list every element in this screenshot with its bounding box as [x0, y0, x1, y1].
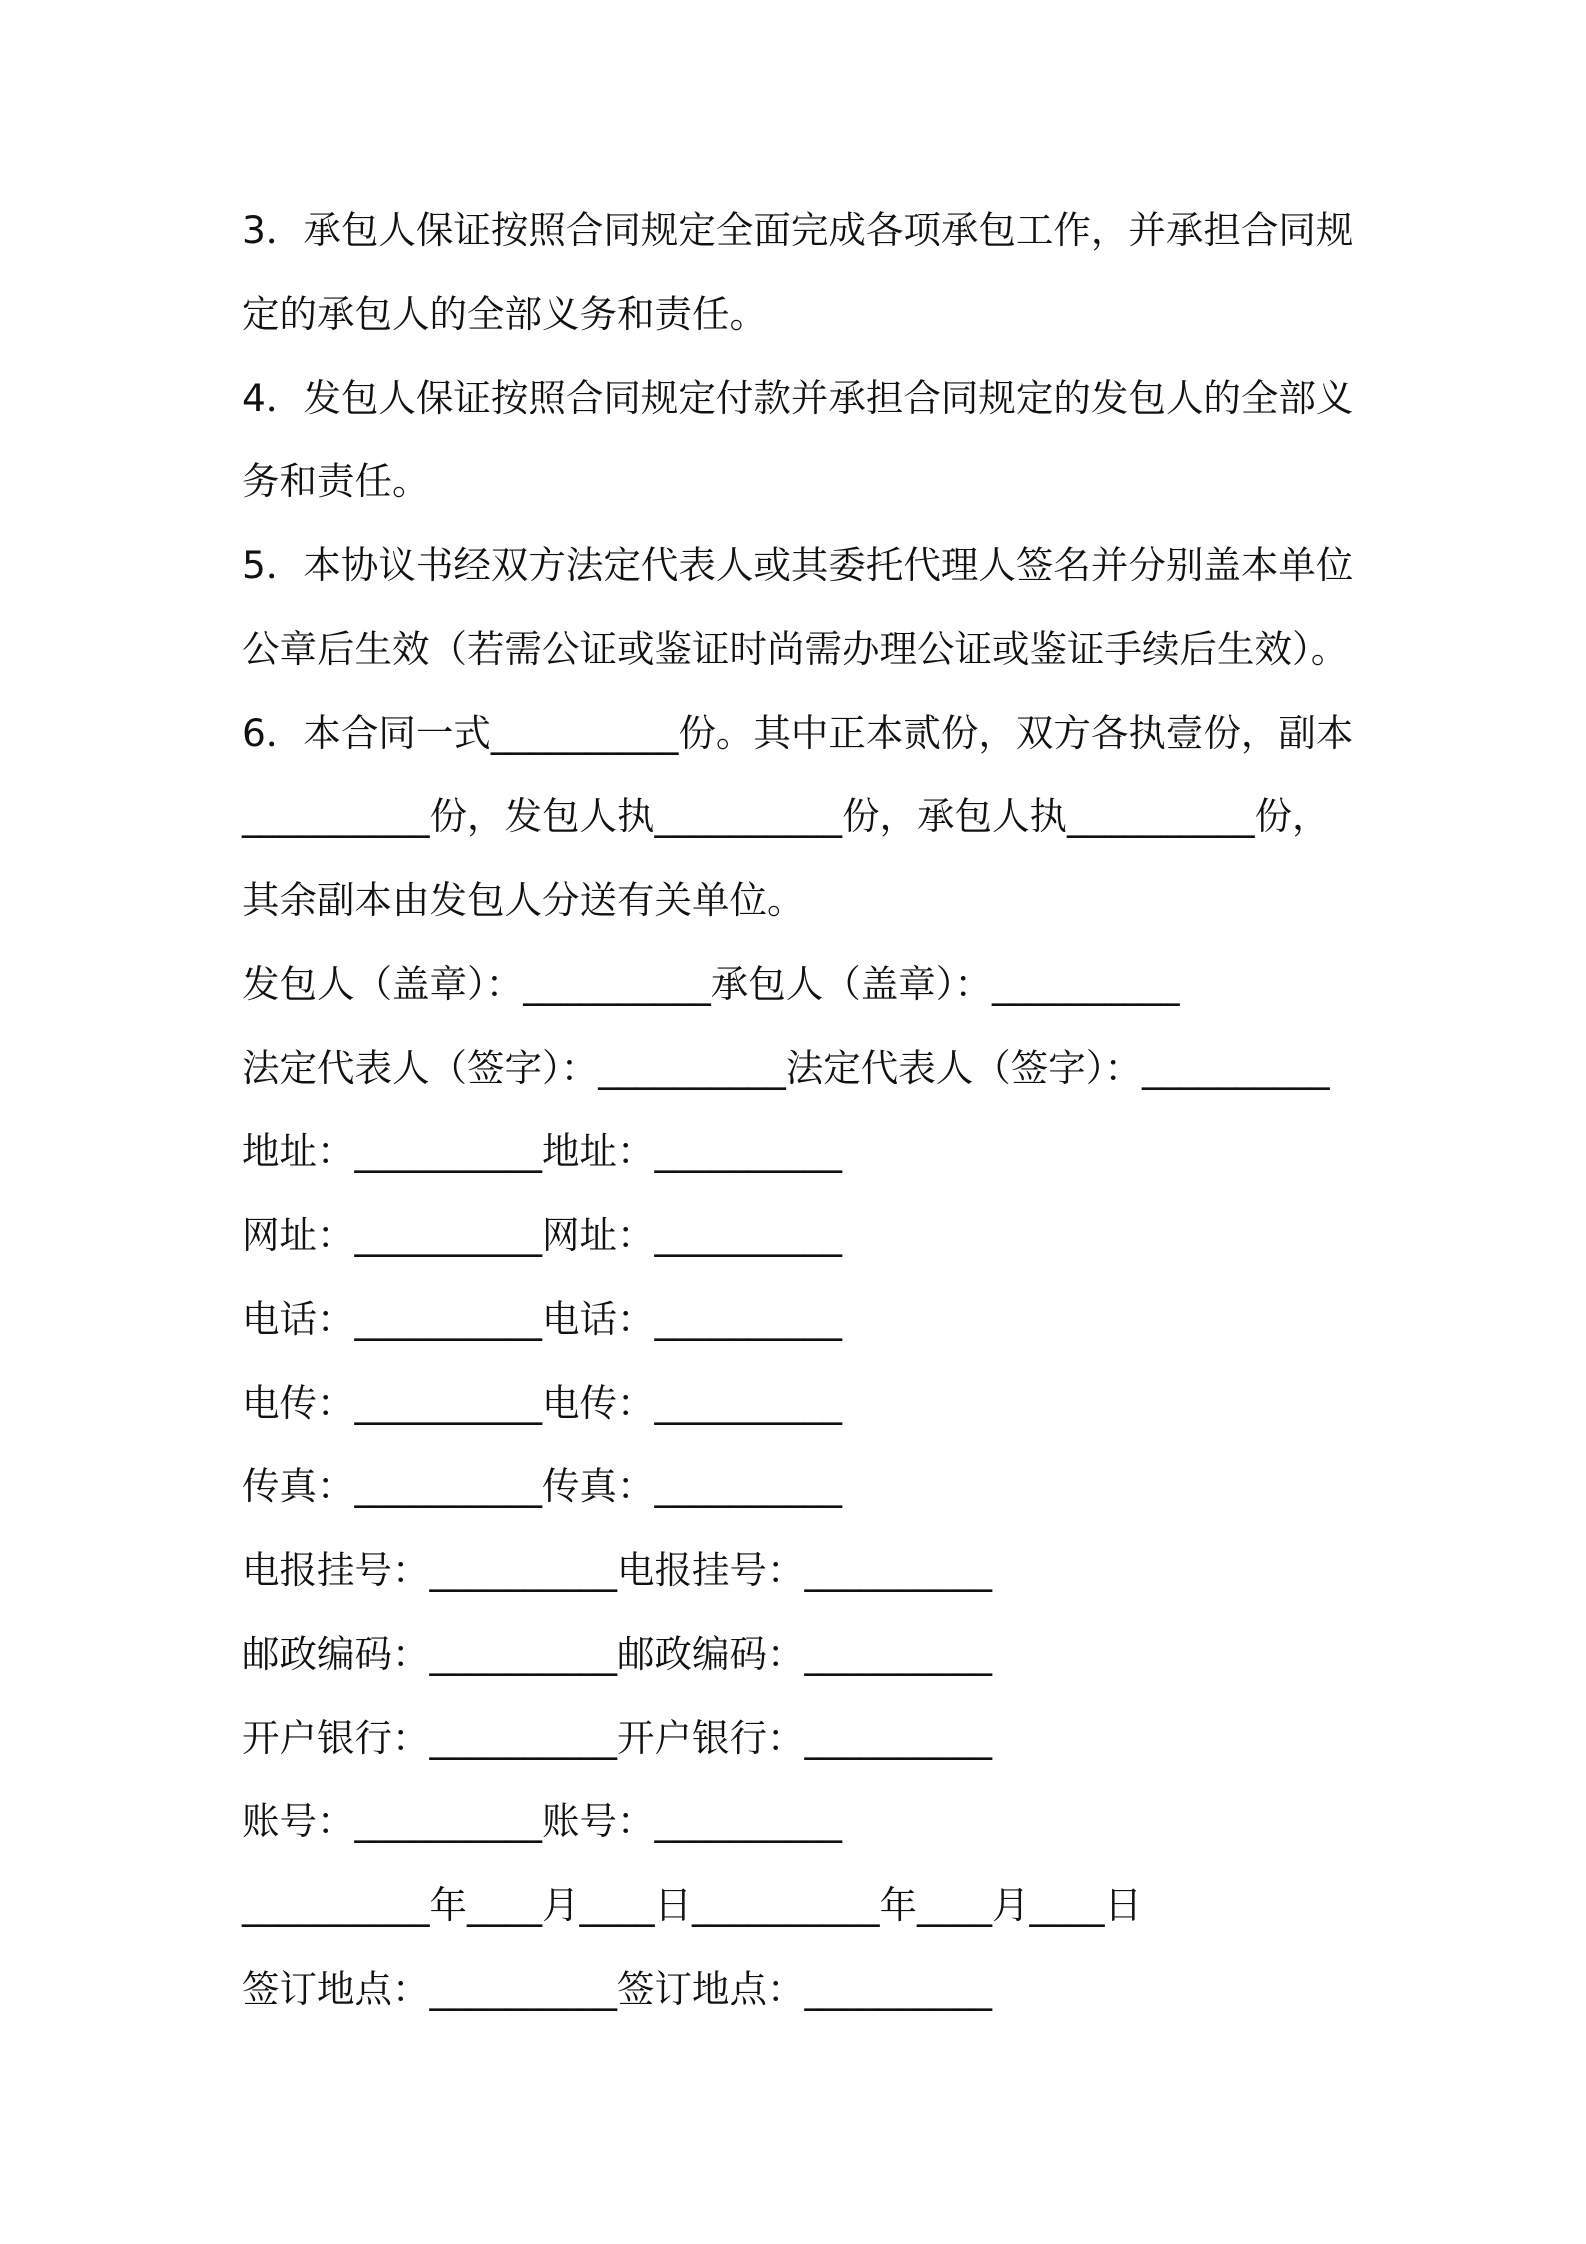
party-a-blank: __________: [354, 1380, 542, 1425]
party-b-blank: __________: [804, 1631, 992, 1676]
party-a-label: 网址：: [242, 1213, 355, 1257]
party-a-label: 电话：: [242, 1296, 355, 1341]
signature-row-seal: [242, 943, 1462, 1027]
party-a-blank: __________: [429, 1631, 617, 1676]
party-a-label: 电报挂号：: [242, 1548, 430, 1592]
party-a-blank: __________: [429, 1548, 617, 1592]
party-b-label: 开户银行：: [617, 1715, 805, 1760]
party-a-blank: __________: [523, 961, 711, 1006]
party-b-blank: __________: [1142, 1045, 1330, 1090]
party-a-blank: __________: [354, 1213, 542, 1257]
clause-6: [242, 692, 1462, 943]
party-b-blank: __________: [654, 1380, 842, 1425]
party-b-blank: __________: [654, 1799, 842, 1844]
day-label: 日: [654, 1883, 692, 1927]
contract-body: [242, 189, 1462, 2032]
party-b-blank: __________: [804, 1966, 992, 2011]
signature-row-legal-rep: [242, 1027, 1462, 1111]
party-b-label: 电话：: [542, 1296, 655, 1341]
signature-row-account: [242, 1780, 1462, 1864]
party-a-year-blank: __________: [242, 1883, 430, 1927]
day-label: 日: [1104, 1883, 1142, 1927]
party-b-label: 账号：: [542, 1799, 655, 1844]
party-b-year-blank: __________: [692, 1883, 880, 1927]
clause-5: [242, 524, 1462, 692]
clause-line: 5．本协议书经双方法定代表人或其委托代理人签名并分别盖本单位: [242, 543, 1354, 587]
signature-row-address: [242, 1110, 1462, 1194]
party-a-blank: __________: [354, 1464, 542, 1509]
clause-line: 公章后生效（若需公证或鉴证时尚需办理公证或鉴证手续后生效）。: [242, 626, 1349, 671]
party-a-month-blank: ____: [467, 1883, 542, 1927]
signing-place-row: [242, 1948, 1462, 2032]
party-a-label: 法定代表人（签字）：: [242, 1045, 599, 1090]
party-b-blank: __________: [654, 1296, 842, 1341]
signature-row-fax: [242, 1445, 1462, 1529]
party-a-label: 签订地点：: [242, 1966, 430, 2011]
party-b-label: 地址：: [542, 1129, 655, 1174]
party-b-blank: __________: [654, 1129, 842, 1174]
party-b-label: 法定代表人（签字）：: [785, 1045, 1142, 1090]
signature-row-phone: [242, 1278, 1462, 1362]
party-b-blank: __________: [804, 1548, 992, 1592]
party-b-blank: __________: [992, 961, 1180, 1006]
party-b-blank: __________: [654, 1464, 842, 1509]
clause-line: 务和责任。: [242, 459, 430, 504]
party-a-label: 传真：: [242, 1464, 355, 1509]
signature-block: [242, 943, 1462, 2032]
party-b-blank: __________: [804, 1715, 992, 1760]
signature-row-bank: [242, 1697, 1462, 1781]
clause-line: 3．承包人保证按照合同规定全面完成各项承包工作，并承担合同规: [242, 208, 1354, 252]
party-b-label: 邮政编码：: [617, 1631, 805, 1676]
party-a-blank: __________: [354, 1296, 542, 1341]
party-a-label: 发包人（盖章）：: [242, 961, 524, 1006]
party-b-label: 承包人（盖章）：: [710, 961, 992, 1006]
signing-date-row: [242, 1864, 1462, 1948]
signature-row-telex: [242, 1362, 1462, 1446]
signature-row-postal-code: [242, 1613, 1462, 1697]
clause-4: [242, 357, 1462, 525]
signature-row-website: [242, 1194, 1462, 1278]
party-b-label: 传真：: [542, 1464, 655, 1509]
month-label: 月: [992, 1883, 1030, 1927]
party-a-blank: __________: [354, 1129, 542, 1174]
party-a-blank: __________: [429, 1966, 617, 2011]
party-a-label: 电传：: [242, 1380, 355, 1425]
month-label: 月: [542, 1883, 580, 1927]
party-a-label: 开户银行：: [242, 1715, 430, 1760]
party-b-label: 电报挂号：: [617, 1548, 805, 1592]
party-a-blank: __________: [598, 1045, 786, 1090]
year-label: 年: [429, 1883, 467, 1927]
clause-line: __________份，发包人执__________份，承包人执__________份，: [242, 794, 1330, 839]
party-a-label: 地址：: [242, 1129, 355, 1174]
clause-line: 6．本合同一式__________份。其中正本贰份，双方各执壹份，副本: [242, 710, 1354, 755]
signature-row-telegraph-code: [242, 1529, 1462, 1613]
party-b-label: 网址：: [542, 1213, 655, 1257]
party-b-blank: __________: [654, 1213, 842, 1257]
party-a-blank: __________: [429, 1715, 617, 1760]
year-label: 年: [879, 1883, 917, 1927]
clause-line: 定的承包人的全部义务和责任。: [242, 291, 767, 336]
party-b-month-blank: ____: [917, 1883, 992, 1927]
party-a-day-blank: ____: [579, 1883, 655, 1927]
party-a-blank: __________: [354, 1799, 542, 1844]
clause-3: [242, 189, 1462, 357]
clause-line: 4．发包人保证按照合同规定付款并承担合同规定的发包人的全部义: [242, 375, 1354, 420]
party-a-label: 邮政编码：: [242, 1631, 430, 1676]
clause-line: 其余副本由发包人分送有关单位。: [242, 878, 805, 922]
party-b-label: 签订地点：: [617, 1966, 805, 2011]
party-a-label: 账号：: [242, 1799, 355, 1844]
party-b-day-blank: ____: [1029, 1883, 1105, 1927]
party-b-label: 电传：: [542, 1380, 655, 1425]
